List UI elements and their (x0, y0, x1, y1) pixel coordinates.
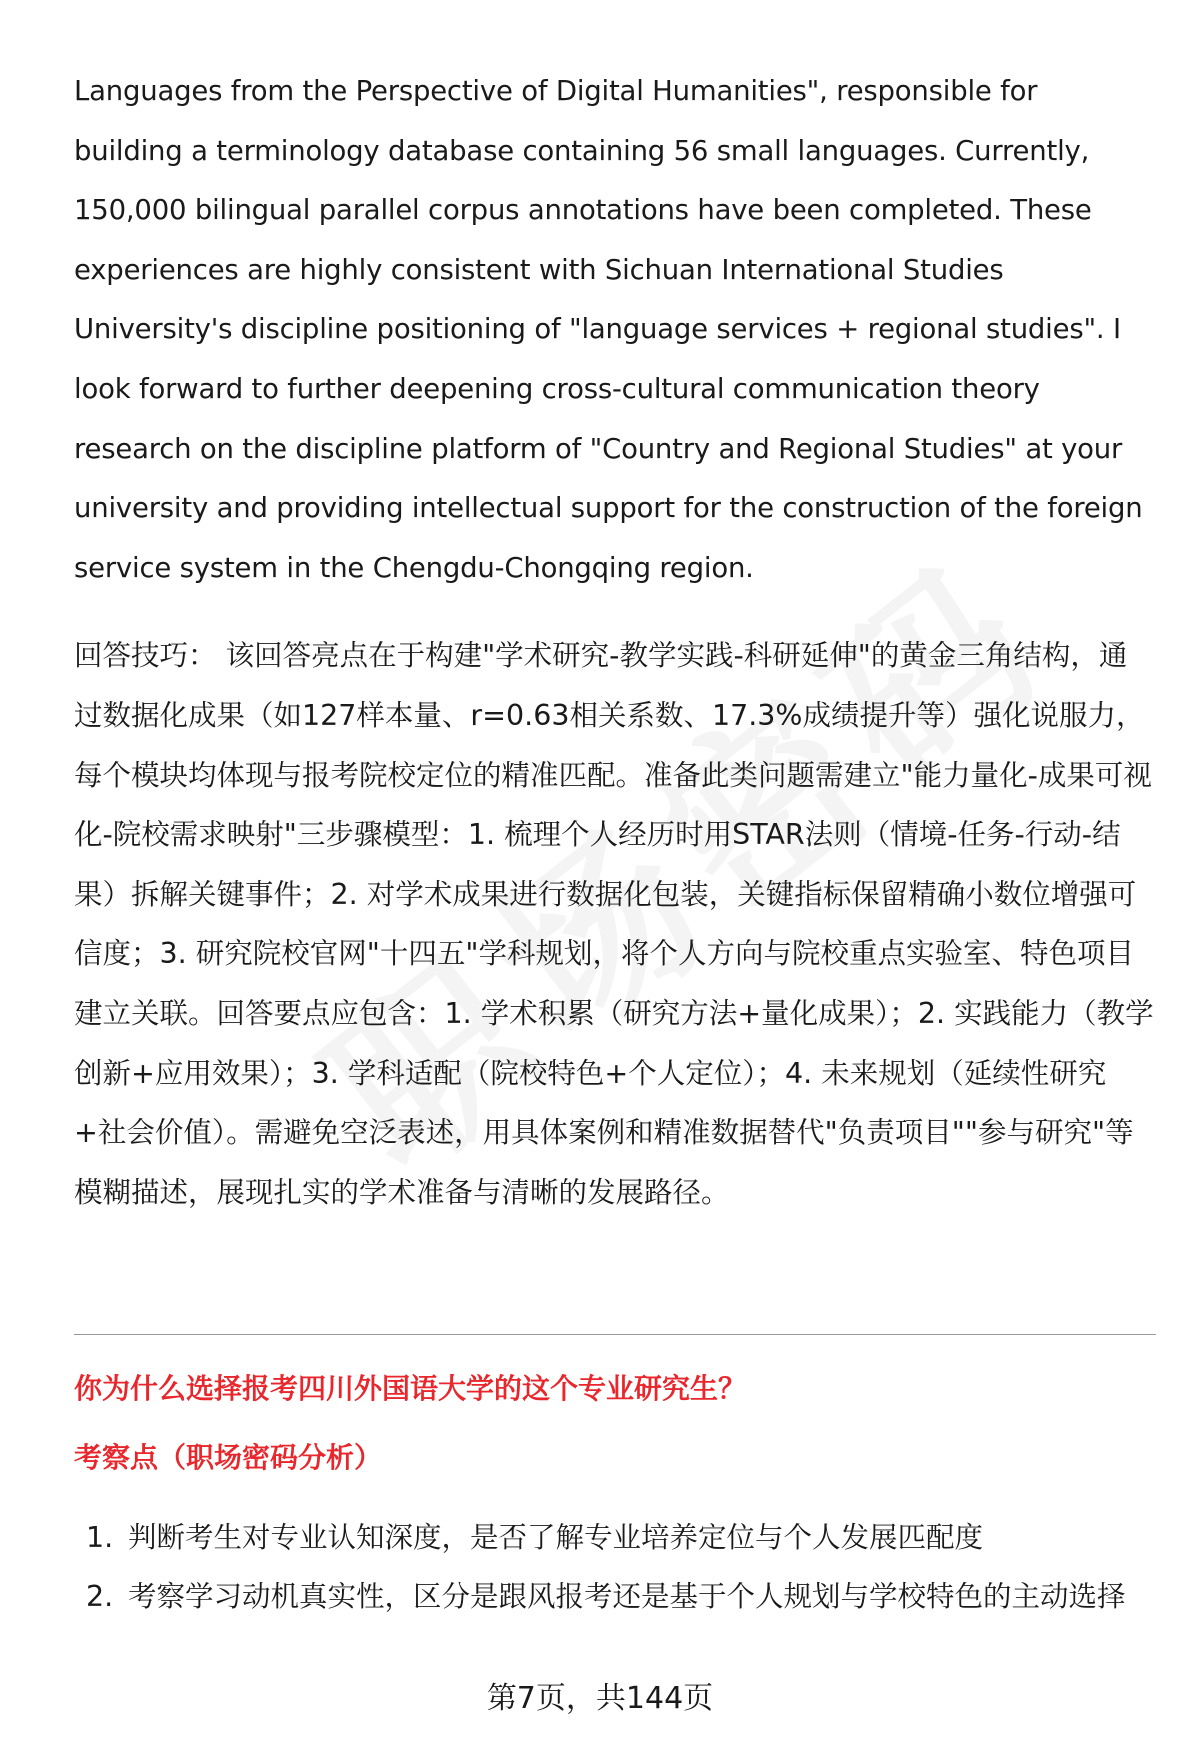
list-item (74, 1508, 1154, 1567)
list-item (74, 1567, 1154, 1626)
points-list (74, 1508, 1154, 1626)
list-item-number: 1. (86, 1521, 114, 1554)
tips-paragraph (74, 626, 1154, 1222)
tips-text: 该回答亮点在于构建"学术研究-教学实践-科研延伸"的黄金三角结构，通过数据化成果（如127样本量、r=0.63相关系数、17.3%成绩提升等）强化说服力，每个模块均体现与报考院校定位的精准匹配。准备此类问题需建立"能力量化-成果可视化-院校需求映射"三步骤模型：1. 梳理个人经历时用STAR法则（情境-任务-行动-结果）拆解关键事件；2. 对学术成果进行数据化包装，关键指标保留精确小数位增强可信度；3. 研究院校官网"十四五"学科规划，将个人方向与院校重点实验室、特色项目建立关联。回答要点应包含：1. 学术积累（研究方法+量化成果）；2. 实践能力（教学创新+应用效果）；3. 学科适配（院校特色+个人定位）；4. 未来规划（延续性研究+社会价值）。需避免空泛表述，用具体案例和精准数据替代"负责项目""参与研究"等模糊描述，展现扎实的学术准备与清晰的发展路径。 (74, 639, 1154, 1209)
question-heading: 你为什么选择报考四川外国语大学的这个专业研究生？ (74, 1372, 747, 1405)
list-item-text: 判断考生对专业认知深度，是否了解专业培养定位与个人发展匹配度 (128, 1521, 984, 1554)
list-item-number: 2. (86, 1580, 114, 1613)
section-title: 考察点（职场密码分析） (74, 1441, 383, 1474)
tips-label: 回答技巧： (74, 639, 217, 673)
list-item-text: 考察学习动机真实性，区分是跟风报考还是基于个人规划与学校特色的主动选择 (128, 1580, 1126, 1613)
main-content (74, 62, 1154, 1222)
section-divider (74, 1334, 1156, 1335)
page-number: 第7页，共144页 (486, 1681, 714, 1716)
english-paragraph: Languages from the Perspective of Digital Humanities", responsible for building a terminology database containing 56 small languages. Currently, 150,000 bilingual parallel corpus annotations have been completed. These experiences are highly consistent with Sichuan International Studies University's discipline positioning of "language services + regional studies". I look forward to further deepening cross-cultural communication theory research on the discipline platform of "Country and Regional Studies" at your university and providing intellectual support for the construction of the foreign service system in the Chengdu-Chongqing region. (74, 75, 1143, 584)
